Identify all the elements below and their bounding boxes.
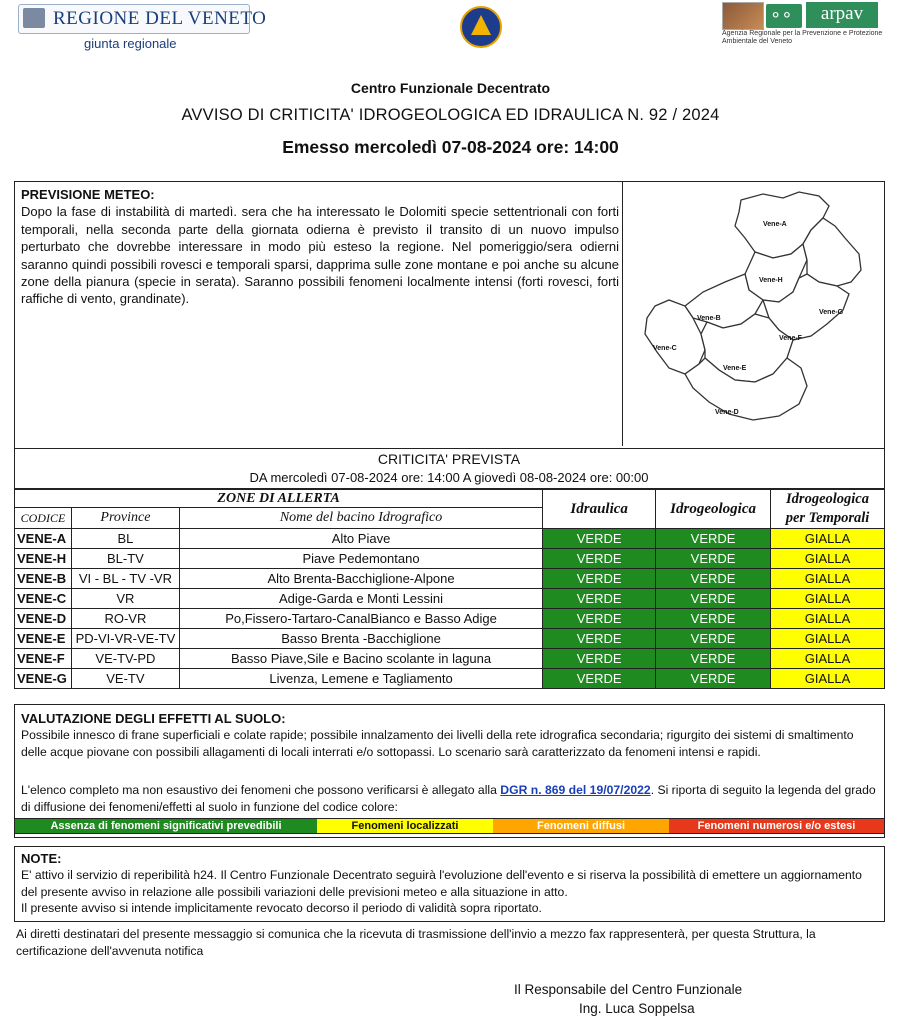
meteo-text: Dopo la fase di instabilità di martedì. sera che ha interessato le Dolomiti specie settentrionali con forti temporali, nella seconda parte della giornata odierna è previsto il transito di un nuovo impulso perturbato che dovrebbe interessare in modo più esteso la regione. Nel pomeriggio/sera odierni saranno quindi possibili rovesci e temporali sparsi, dapprima sulle zone montane e poi anche su alcune zone della pianura (specie in serata). Saranno possibili fenomeni localmente intensi (forti rovesci, forti raffiche di vento, grandinate). (21, 204, 619, 307)
zone-bacino: Alto Piave (179, 529, 542, 549)
idraulica-level: VERDE (543, 629, 656, 649)
note-text-1: E' attivo il servizio di reperibilità h24. Il Centro Funzionale Decentrato seguirà l'evoluzione dell'evento e si riserva la possibilità di emettere un aggiornamento del presente avviso in relazione alle possibili variazioni delle previsioni meteo e alla situazione in atto. (21, 868, 862, 899)
zone-code: VENE-E (15, 629, 72, 649)
map-label-d: Vene-D (715, 409, 739, 416)
previsione-meteo-box (14, 181, 885, 449)
zone-bacino: Alto Brenta-Bacchiglione-Alpone (179, 569, 542, 589)
zone-bacino: Piave Pedemontano (179, 549, 542, 569)
arpav-tagline: Agenzia Regionale per la Prevenzione e Protezione Ambientale del Veneto (722, 30, 883, 45)
meteo-text-block (21, 186, 619, 308)
zone-code: VENE-B (15, 569, 72, 589)
map-label-b: Vene-B (697, 315, 721, 322)
map-label-a: Vene-A (763, 221, 787, 228)
zone-province: VR (71, 589, 179, 609)
meteo-heading: PREVISIONE METEO: (21, 187, 155, 202)
zone-province: VE-TV-PD (71, 649, 179, 669)
signature-name: Ing. Luca Soppelsa (579, 1001, 695, 1016)
zone-province: PD-VI-VR-VE-TV (71, 629, 179, 649)
idrogeologica-level: VERDE (656, 649, 771, 669)
table-row (15, 669, 885, 689)
temporali-level: GIALLA (771, 589, 885, 609)
idraulica-level: VERDE (543, 549, 656, 569)
criticita-title: CRITICITA' PREVISTA (377, 451, 521, 467)
temporali-level: GIALLA (771, 649, 885, 669)
zone-province: VI - BL - TV -VR (71, 569, 179, 589)
temporali-level: GIALLA (771, 529, 885, 549)
arpav-wordmark: arpav (806, 2, 878, 28)
protezione-civile-icon (460, 6, 502, 48)
note-box (14, 846, 885, 922)
table-body (15, 529, 885, 689)
effetti-p2-before: L'elenco completo ma non esaustivo dei fenomeni che possono verificarsi è allegato alla (21, 783, 501, 797)
zone-allerta-table (14, 489, 885, 689)
zone-province: VE-TV (71, 669, 179, 689)
idrogeologica-level: VERDE (656, 629, 771, 649)
avviso-title: AVVISO DI CRITICITA' IDROGEOLOGICA ED IDRAULICA N. 92 / 2024 (181, 106, 720, 124)
zone-bacino: Basso Brenta -Bacchiglione (179, 629, 542, 649)
table-row (15, 529, 885, 549)
temporali-level: GIALLA (771, 569, 885, 589)
temporali-level: GIALLA (771, 629, 885, 649)
idrogeologica-level: VERDE (656, 569, 771, 589)
criticita-period: DA mercoledì 07-08-2024 ore: 14:00 A giovedì 08-08-2024 ore: 00:00 (249, 470, 649, 485)
effetti-p2-after: . Si riporta di seguito la legenda del grado di diffusione dei fenomeni/effetti al suolo in funzione del codice colore: (21, 783, 876, 814)
zone-bacino: Po,Fissero-Tartaro-CanalBianco e Basso Adige (179, 609, 542, 629)
zone-code: VENE-A (15, 529, 72, 549)
legend-orange: Fenomeni diffusi (493, 819, 669, 833)
zone-code: VENE-H (15, 549, 72, 569)
note-text (21, 867, 881, 917)
note-heading: NOTE: (21, 851, 62, 866)
region-subtitle: giunta regionale (84, 36, 177, 51)
zone-code: VENE-F (15, 649, 72, 669)
col-idrogeologica: Idrogeologica (656, 490, 771, 529)
arpav-photo-icon (722, 2, 764, 30)
idraulica-level: VERDE (543, 569, 656, 589)
note-text-2: Il presente avviso si intende implicitamente revocato decorso il periodo di validità sopra riportato. (21, 901, 542, 915)
regione-veneto-logo (18, 4, 267, 54)
zone-code: VENE-G (15, 669, 72, 689)
col-bacino: Nome del bacino Idrografico (179, 508, 542, 529)
temporali-level: GIALLA (771, 609, 885, 629)
veneto-map-svg (623, 182, 885, 446)
table-row (15, 549, 885, 569)
col-temporali-line1: Idrogeologica (786, 491, 869, 507)
idraulica-level: VERDE (543, 529, 656, 549)
idraulica-level: VERDE (543, 649, 656, 669)
map-label-e: Vene-E (723, 365, 747, 372)
zone-header: ZONE DI ALLERTA (15, 490, 543, 508)
idraulica-level: VERDE (543, 669, 656, 689)
logo-box (18, 4, 267, 34)
effetti-text: Possibile innesco di frane superficiali e colate rapide; possibile innalzamento dei livelli della rete idrografica secondaria; rigurgito dei sistemi di smaltimento delle acque piovane con possibili allagamenti di locali interrati e/o sottopassi. Lo scenario sarà caratterizzato da fenomeni intensi e rapidi. (21, 728, 854, 759)
table-row (15, 629, 885, 649)
col-codice: CODICE (15, 508, 72, 529)
zone-bacino: Adige-Garda e Monti Lessini (179, 589, 542, 609)
color-legend (14, 818, 885, 834)
temporali-level: GIALLA (771, 669, 885, 689)
arpav-logo (722, 2, 892, 52)
idrogeologica-level: VERDE (656, 549, 771, 569)
lion-icon (23, 8, 45, 28)
arpav-mark-icon (766, 4, 802, 28)
zone-province: RO-VR (71, 609, 179, 629)
table-row (15, 609, 885, 629)
map-label-c: Vene-C (653, 345, 677, 352)
col-temporali-line2: per Temporali (785, 510, 870, 526)
emesso-line: Emesso mercoledì 07-08-2024 ore: 14:00 (282, 137, 619, 157)
idraulica-level: VERDE (543, 609, 656, 629)
map-label-g: Vene-G (819, 309, 844, 316)
idrogeologica-level: VERDE (656, 609, 771, 629)
dgr-link[interactable]: DGR n. 869 del 19/07/2022 (500, 783, 651, 797)
zone-code: VENE-D (15, 609, 72, 629)
idrogeologica-level: VERDE (656, 669, 771, 689)
effetti-heading: VALUTAZIONE DEGLI EFFETTI AL SUOLO: (21, 711, 286, 726)
map-label-h: Vene-H (759, 277, 783, 284)
idrogeologica-level: VERDE (656, 529, 771, 549)
zone-province: BL (71, 529, 179, 549)
table-row (15, 569, 885, 589)
legend-green: Assenza di fenomeni significativi prevedibili (15, 819, 317, 833)
zone-code: VENE-C (15, 589, 72, 609)
col-temporali (771, 490, 885, 529)
legend-red: Fenomeni numerosi e/o estesi (669, 819, 884, 833)
idraulica-level: VERDE (543, 589, 656, 609)
criticita-prevista-box (14, 449, 885, 489)
fax-notice: Ai diretti destinatari del presente messaggio si comunica che la ricevuta di trasmissione dell'invio a mezzo fax rappresenterà, per questa Struttura, la certificazione dell'avvenuta notifica (16, 927, 816, 958)
temporali-level: GIALLA (771, 549, 885, 569)
table-row (15, 589, 885, 609)
table-row (15, 649, 885, 669)
map-label-f: Vene-F (779, 335, 802, 342)
zone-province: BL-TV (71, 549, 179, 569)
col-idraulica: Idraulica (543, 490, 656, 529)
region-title: REGIONE DEL VENETO (53, 8, 267, 29)
legend-yellow: Fenomeni localizzati (317, 819, 493, 833)
col-province: Province (71, 508, 179, 529)
zone-bacino: Basso Piave,Sile e Bacino scolante in laguna (179, 649, 542, 669)
zone-map (622, 182, 885, 446)
zone-bacino: Livenza, Lemene e Tagliamento (179, 669, 542, 689)
effetti-legend-intro (21, 782, 881, 815)
idrogeologica-level: VERDE (656, 589, 771, 609)
signature-role: Il Responsabile del Centro Funzionale (514, 982, 743, 997)
center-title: Centro Funzionale Decentrato (350, 80, 551, 96)
